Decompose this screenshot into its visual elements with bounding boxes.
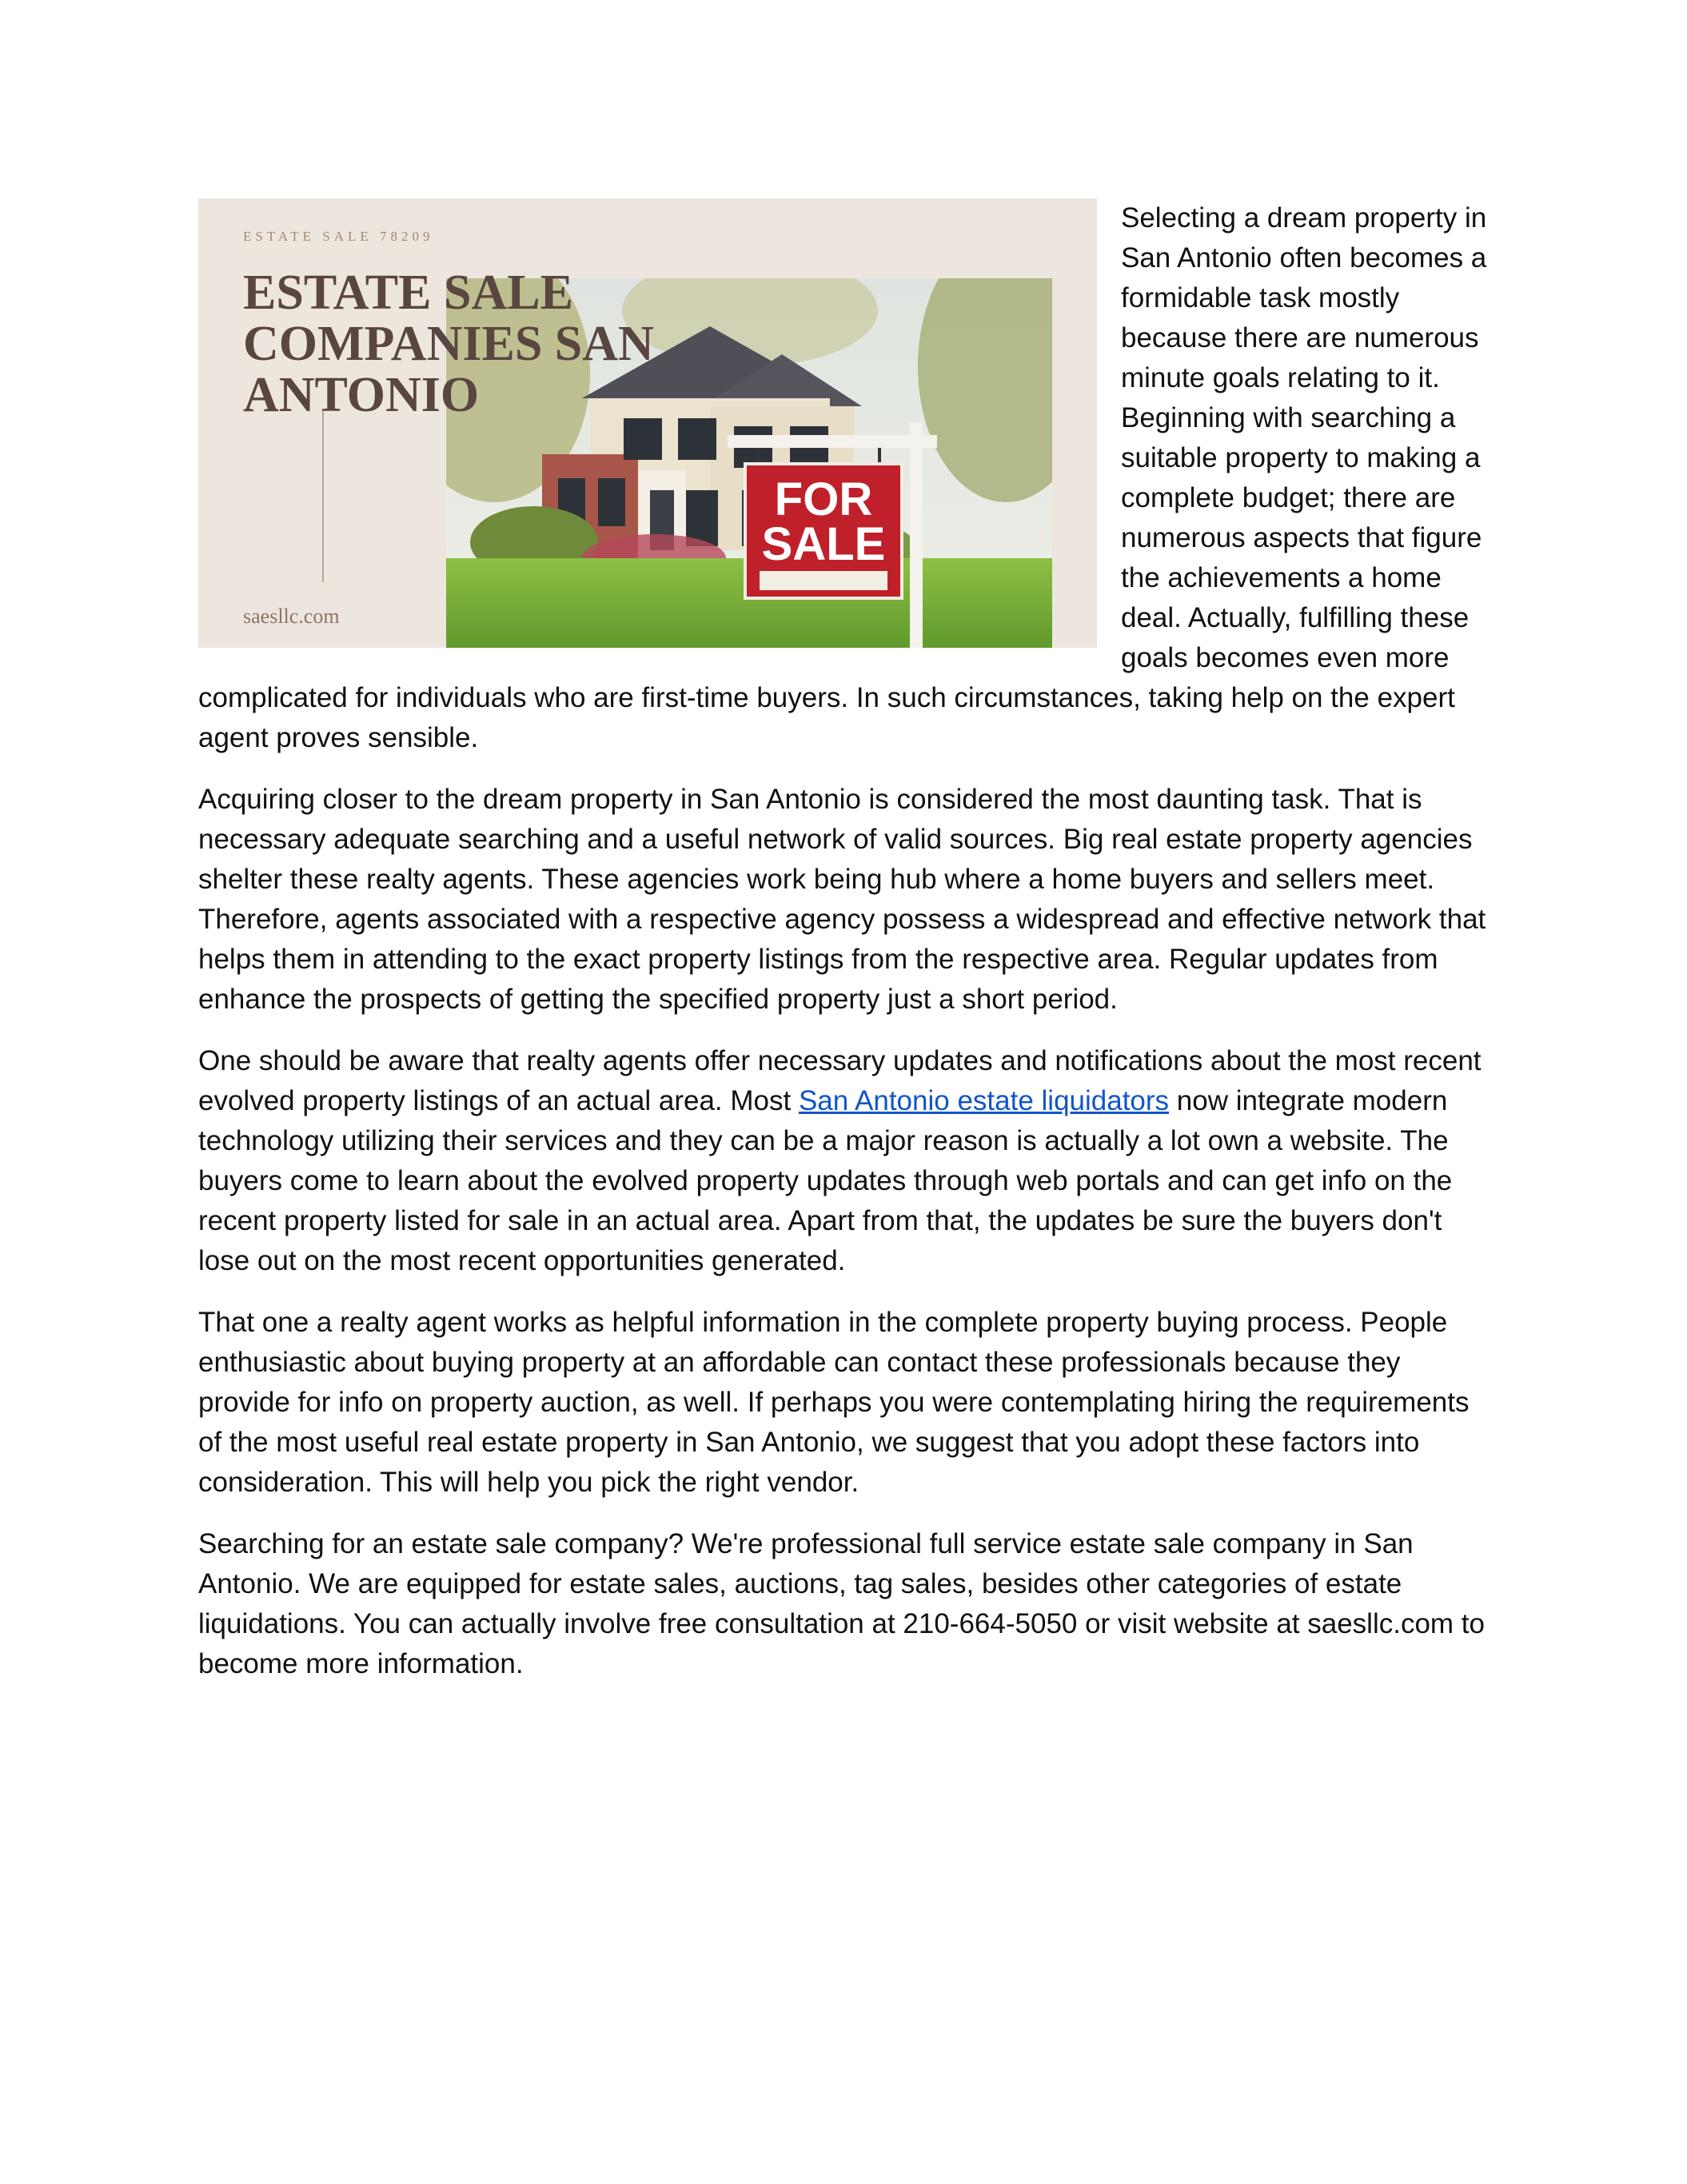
estate-liquidators-link[interactable]: San Antonio estate liquidators <box>798 1085 1170 1116</box>
estate-sale-banner-image <box>198 198 1097 648</box>
paragraph-3-lead: One should be aware that realty agents offer necessary updates and notifications about the most recent evolved property listings of an actual area. Most <box>198 1045 1482 1116</box>
paragraph-5: Searching for an estate sale company? We're professional full service estate sale company in San Antonio. We are equipped for estate sales, auctions, tag sales, besides other categories of estate liquidations. You can actually involve free consultation at 210-664-5050 or visit website at saesllc.com to become more information. <box>198 1528 1485 1679</box>
banner-kicker: ESTATE SALE 78209 <box>243 229 434 244</box>
paragraph-2: Acquiring closer to the dream property in San Antonio is considered the most daunting task. That is necessary adequate searching and a useful network of valid sources. Big real estate property agencies shelter these realty agents. These agencies work being hub where a home buyers and sellers meet. Therefore, agents associated with a respective agency possess a widespread and effective network that helps them in attending to the exact property listings from the respective area. Regular updates from enhance the prospects of getting the specified property just a short period. <box>198 784 1486 1015</box>
banner-site: saesllc.com <box>243 605 340 628</box>
document-page <box>198 198 1490 1706</box>
paragraph-4: That one a realty agent works as helpful information in the complete property buying process. People enthusiastic about buying property at an affordable can contact these professionals because they provide for info on property auction, as well. If perhaps you were contemplating hiring the requirements of the most useful real estate property in San Antonio, we suggest that you adopt these factors into consideration. This will help you pick the right vendor. <box>198 1307 1470 1498</box>
paragraph-1: Selecting a dream property in San Antonio often becomes a formidable task mostly because there are numerous minute goals relating to it. Beginning with searching a suitable property to making a complete budget; there are numerous aspects that figure the achievements a home deal. Actually, fulfilling these goals becomes even more complicated for individuals who are first-time buyers. In such circumstances, taking help on the expert agent proves sensible. <box>198 202 1487 753</box>
sign-sale-text: SALE <box>761 518 886 570</box>
sign-for-text: FOR <box>774 473 873 525</box>
paragraph-3-tail: now integrate modern technology utilizing their services and they can be a major reason is actually a lot own a website. The buyers come to learn about the evolved property updates through web portals and can get info on the recent property listed for sale in an actual area. Apart from that, the updates be sure the buyers don't lose out on the most recent opportunities generated. <box>198 1085 1453 1276</box>
paragraph-3 <box>198 1041 1490 1281</box>
banner-divider <box>322 410 324 582</box>
banner-title: ESTATE SALE COMPANIES SAN ANTONIO <box>243 266 654 422</box>
